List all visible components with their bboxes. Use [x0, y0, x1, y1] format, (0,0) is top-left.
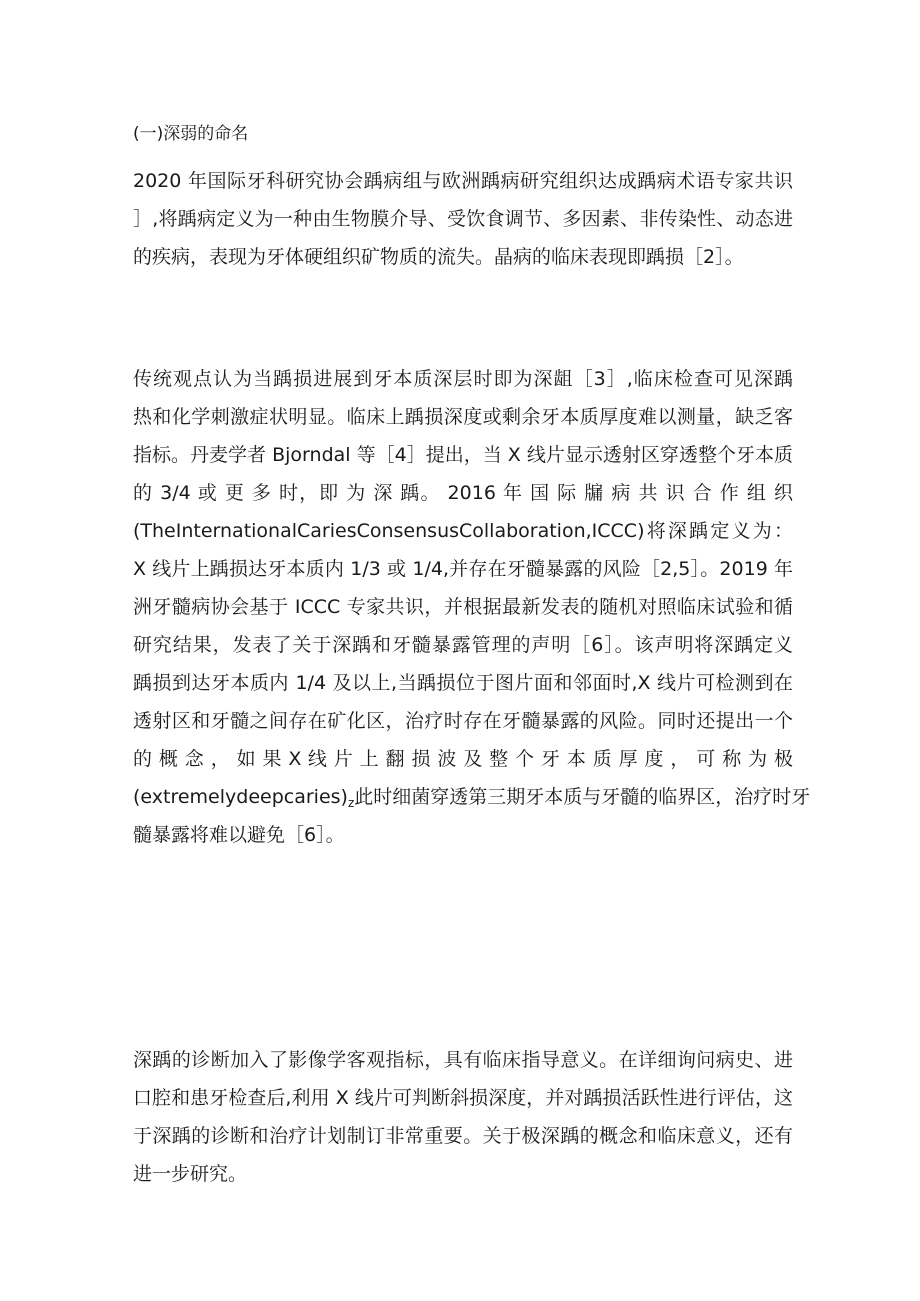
text-line: 进一步研究。 [133, 1163, 248, 1185]
text-line: 热和化学刺激症状明显。临床上踽损深度或剩余牙本质厚度难以测量，缺乏客 [133, 406, 793, 428]
text-fragment: (extremelydeepcaries) [133, 786, 348, 808]
paragraph-definition [133, 162, 793, 276]
text-line: X 线片上踽损达牙本质内 1/3 或 1/4,并存在牙髓暴露的风险［2,5］。2019 年 [133, 558, 793, 580]
subscript-mark: z [347, 796, 355, 810]
text-line: 研究结果，发表了关于深踽和牙髓暴露管理的声明［6］。该声明将深踽定义 [133, 634, 793, 656]
section-heading: (一)深弱的命名 [133, 124, 249, 144]
text-line: 洲牙髓病协会基于 ICCC 专家共识，并根据最新发表的随机对照临床试验和循 [133, 596, 793, 618]
text-line: 踽损到达牙本质内 1/4 及以上,当踽损位于图片面和邻面时,X 线片可检测到在 [133, 672, 793, 694]
text-line: 的 概 念 ， 如 果 X 线 片 上 翻 损 波 及 整 个 牙 本 质 厚 度 ， 可 称 为 极 [133, 748, 793, 770]
text-line: (TheInternationalCariesConsensusCollaboration,ICCC)将深踽定义为： [133, 520, 793, 542]
text-line: ］,将踽病定义为一种由生物膜介导、受饮食调节、多因素、非传染性、动态进 [133, 208, 793, 230]
text-line: 透射区和牙髓之间存在矿化区，治疗时存在牙髓暴露的风险。同时还提出一个 [133, 710, 793, 732]
text-line: 传统观点认为当踽损进展到牙本质深层时即为深龃［3］,临床检查可见深踽 [133, 368, 793, 390]
paragraph-deep-caries [133, 360, 811, 854]
text-line [133, 778, 811, 816]
paragraph-diagnosis [133, 1041, 793, 1193]
text-line: 的 3/4 或 更 多 时，即 为 深 踽。 2016 年 国 际 牖 病 共 识 合 作 组 织 [133, 482, 793, 504]
text-line: 指标。丹麦学者 Bjorndal 等［4］提出，当 X 线片显示透射区穿透整个牙本质 [133, 444, 793, 466]
text-line: 深踽的诊断加入了影像学客观指标，具有临床指导意义。在详细询问病史、进 [133, 1049, 793, 1071]
text-line: 的疾病，表现为牙体硬组织矿物质的流失。晶病的临床表现即踽损［2］。 [133, 246, 744, 268]
text-fragment: 此时细菌穿透第三期牙本质与牙髓的临界区，治疗时牙 [354, 786, 811, 808]
text-line: 2020 年国际牙科研究协会踽病组与欧洲踽病研究组织达成踽病术语专家共识 [133, 170, 793, 192]
text-line: 于深踽的诊断和治疗计划制订非常重要。关于极深踽的概念和临床意义，还有 [133, 1125, 793, 1147]
text-line: 口腔和患牙检查后,利用 X 线片可判断斜损深度，并对踽损活跃性进行评估，这 [133, 1087, 793, 1109]
text-line: 髓暴露将难以避免［6］。 [133, 824, 345, 846]
